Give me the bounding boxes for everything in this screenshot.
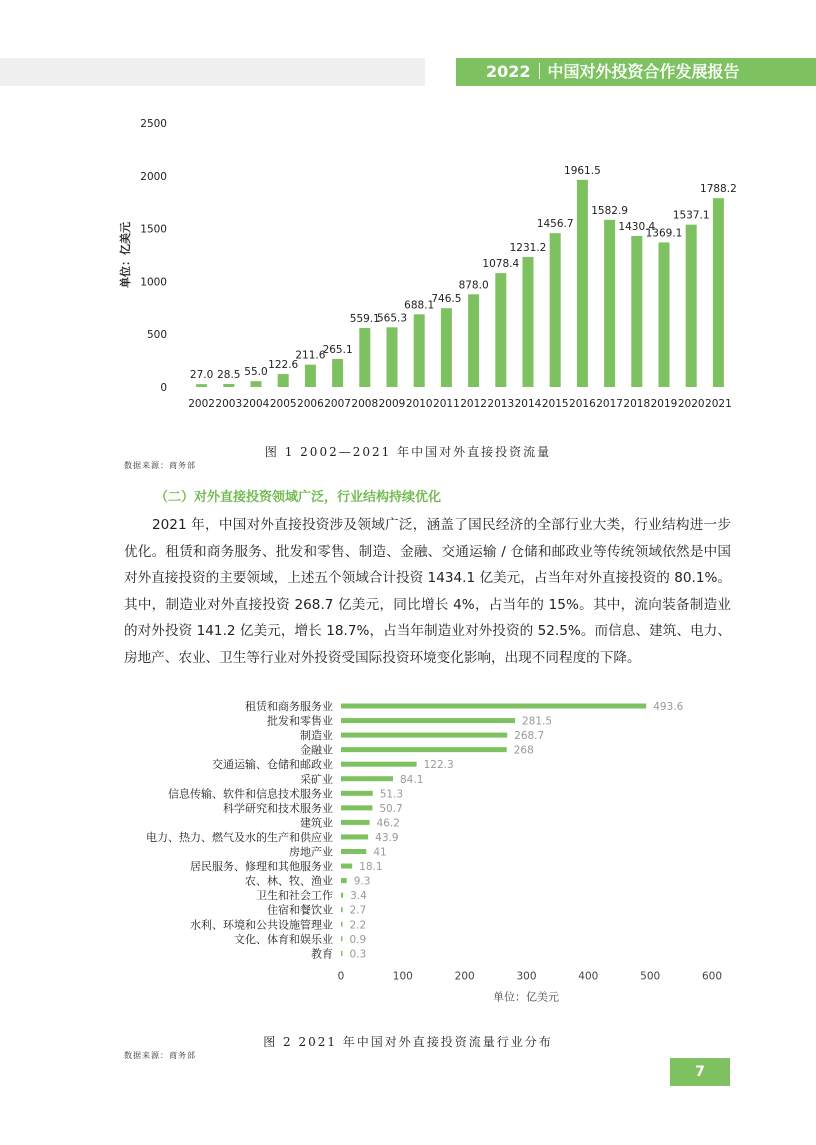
y-tick-label: 2000 xyxy=(140,170,167,183)
category-label: 租赁和商务服务业 xyxy=(245,700,333,713)
category-label: 电力、热力、燃气及水的生产和供应业 xyxy=(146,830,333,844)
y-tick-label: 0 xyxy=(160,382,167,394)
bar-2012 xyxy=(468,294,479,387)
bar-金融业 xyxy=(341,747,507,752)
data-label: 3.4 xyxy=(350,890,367,903)
data-label: 265.1 xyxy=(322,344,353,357)
category-label: 建筑业 xyxy=(300,816,333,830)
bar-2005 xyxy=(278,374,289,387)
bar-2017 xyxy=(604,220,615,387)
x-tick-label: 2005 xyxy=(269,398,297,410)
data-label: 565.3 xyxy=(376,312,408,325)
y-tick-label: 1500 xyxy=(140,223,167,236)
x-tick-label: 2006 xyxy=(297,398,324,410)
bar-2018 xyxy=(631,236,642,387)
figure1-source: 数据来源：商务部 xyxy=(124,461,196,470)
category-label: 房地产业 xyxy=(289,845,333,859)
bar-农、林、牧、渔业 xyxy=(341,878,347,883)
data-label: 1582.9 xyxy=(591,204,628,217)
bar-2020 xyxy=(686,225,697,387)
bar-文化、体育和娱乐业 xyxy=(341,936,343,941)
x-tick-label: 2015 xyxy=(541,398,569,410)
bar-采矿业 xyxy=(341,776,393,781)
data-label: 84.1 xyxy=(400,773,424,786)
data-label: 281.5 xyxy=(522,715,553,728)
fdi-flow-bar-chart xyxy=(0,0,816,440)
bar-2015 xyxy=(550,233,561,387)
data-label: 46.2 xyxy=(376,817,400,830)
data-label: 559.1 xyxy=(349,312,380,325)
bar-2019 xyxy=(659,242,670,387)
x-tick-label: 2021 xyxy=(705,398,732,410)
category-label: 制造业 xyxy=(300,729,333,743)
x-tick-label: 2008 xyxy=(351,398,379,410)
data-label: 1537.1 xyxy=(672,209,710,222)
x-tick-label: 200 xyxy=(454,970,475,983)
header-year: 2022 xyxy=(486,62,531,81)
bar-租赁和商务服务业 xyxy=(341,704,646,709)
data-label: 43.9 xyxy=(375,831,399,844)
data-label: 688.1 xyxy=(404,299,435,312)
section-heading: （二）对外直接投资领域广泛，行业结构持续优化 xyxy=(155,490,442,505)
x-tick-label: 2020 xyxy=(677,398,705,410)
x-tick-label: 600 xyxy=(701,970,723,983)
category-label: 信息传输、软件和信息技术服务业 xyxy=(168,787,333,801)
x-tick-label: 100 xyxy=(392,970,413,983)
x-axis-label: 单位：亿美元 xyxy=(493,990,559,1004)
category-label: 水利、环境和公共设施管理业 xyxy=(190,918,333,932)
bar-2010 xyxy=(414,314,425,387)
data-label: 268.7 xyxy=(514,730,545,743)
bar-2008 xyxy=(359,328,370,387)
bar-科学研究和技术服务业 xyxy=(341,805,372,810)
data-label: 2.7 xyxy=(349,904,367,917)
x-tick-label: 0 xyxy=(337,970,345,983)
data-label: 0.3 xyxy=(349,948,367,961)
data-label: 878.0 xyxy=(458,279,489,292)
bar-2011 xyxy=(441,308,452,387)
y-tick-label: 500 xyxy=(146,329,167,342)
x-tick-label: 2007 xyxy=(324,398,351,410)
category-label: 教育 xyxy=(311,947,333,961)
data-label: 268 xyxy=(513,744,534,757)
bar-2016 xyxy=(577,180,588,387)
figure2-caption: 图 2 2021 年中国对外直接投资流量行业分布 xyxy=(263,1035,553,1049)
bar-建筑业 xyxy=(341,820,370,825)
bar-2021 xyxy=(713,198,724,387)
data-label: 18.1 xyxy=(359,861,383,874)
bar-2004 xyxy=(251,381,262,387)
data-label: 1961.5 xyxy=(564,164,601,177)
data-label: 211.6 xyxy=(295,349,326,362)
data-label: 28.5 xyxy=(217,368,241,381)
data-label: 1231.2 xyxy=(509,241,547,254)
x-tick-label: 2003 xyxy=(215,398,243,410)
category-label: 住宿和餐饮业 xyxy=(267,903,333,917)
x-tick-label: 2013 xyxy=(487,398,515,410)
bar-制造业 xyxy=(341,733,507,738)
data-label: 1456.7 xyxy=(536,218,574,231)
bar-2014 xyxy=(523,257,534,387)
x-tick-label: 500 xyxy=(640,970,661,983)
bar-2006 xyxy=(305,365,316,387)
data-label: 122.6 xyxy=(268,359,299,372)
data-label: 51.3 xyxy=(379,788,404,801)
body-paragraph-text: 2021 年，中国对外直接投资涉及领域广泛，涵盖了国民经济的全部行业大类，行业结构进一步优化。租赁和商务服务、批发和零售、制造、金融、交通运输 / 仓储和邮政业等传统领域依然是中国对外直接投资的主要领域，上述五个领域合计投资 1434.1 亿美元，占当年对外直接投资的 80.1%。其中，制造业对外直接投资 268.7 亿美元，同比增长 4%，占当年的 15%。其中，流向装备制造业的对外投资 141.2 亿美元，增长 18.7%，占当年制造业对外投资的 52.5%。而信息、建筑、电力、房地产、农业、卫生等行业对外投资受国际投资环境变化影响，出现不同程度的下降。 xyxy=(124,517,731,666)
data-label: 50.7 xyxy=(379,802,403,815)
bar-住宿和餐饮业 xyxy=(341,907,343,912)
category-label: 居民服务、修理和其他服务业 xyxy=(190,860,333,874)
bar-2002 xyxy=(196,384,207,387)
x-tick-label: 2010 xyxy=(405,398,433,410)
bar-水利、环境和公共设施管理业 xyxy=(341,922,343,927)
bar-卫生和社会工作 xyxy=(341,893,343,898)
category-label: 金融业 xyxy=(300,743,333,757)
bar-交通运输、仓储和邮政业 xyxy=(341,762,417,767)
data-label: 55.0 xyxy=(244,366,268,379)
bar-居民服务、修理和其他服务业 xyxy=(341,864,352,869)
bar-2013 xyxy=(495,273,506,387)
x-tick-label: 2014 xyxy=(514,398,542,410)
data-label: 122.3 xyxy=(423,759,454,772)
x-tick-label: 2009 xyxy=(378,398,406,410)
data-label: 2.2 xyxy=(349,919,367,932)
data-label: 1788.2 xyxy=(700,183,737,196)
figure1-caption: 图 1 2002—2021 年中国对外直接投资流量 xyxy=(264,445,552,459)
category-label: 科学研究和技术服务业 xyxy=(223,801,333,815)
figure2-source: 数据来源：商务部 xyxy=(124,1051,196,1060)
x-tick-label: 2002 xyxy=(188,398,215,410)
category-label: 批发和零售业 xyxy=(267,714,333,728)
x-tick-label: 300 xyxy=(516,970,537,983)
category-label: 采矿业 xyxy=(300,772,333,786)
category-label: 卫生和社会工作 xyxy=(256,889,333,903)
y-axis-label: 单位：亿美元 xyxy=(119,222,132,288)
bar-2009 xyxy=(387,327,398,387)
data-label: 0.9 xyxy=(349,933,367,946)
data-label: 746.5 xyxy=(431,293,462,306)
industry-distribution-bar-chart xyxy=(0,690,816,1010)
data-label: 1369.1 xyxy=(645,227,683,240)
data-label: 41 xyxy=(373,846,387,859)
category-label: 农、林、牧、渔业 xyxy=(245,874,333,888)
data-label: 493.6 xyxy=(653,701,684,713)
data-label: 27.0 xyxy=(189,369,214,382)
data-label: 1430.4 xyxy=(618,220,656,233)
x-tick-label: 2012 xyxy=(460,398,487,410)
bar-房地产业 xyxy=(341,849,366,854)
bar-教育 xyxy=(341,951,343,956)
x-tick-label: 400 xyxy=(578,970,599,983)
body-paragraph xyxy=(124,512,731,671)
x-tick-label: 2004 xyxy=(242,398,270,410)
x-tick-label: 2011 xyxy=(433,398,460,410)
bar-2003 xyxy=(223,384,234,387)
data-label: 9.3 xyxy=(353,875,371,888)
header-title: 中国对外投资合作发展报告 xyxy=(547,62,740,81)
x-tick-label: 2018 xyxy=(623,398,651,410)
category-label: 交通运输、仓储和邮政业 xyxy=(212,758,333,772)
x-tick-label: 2019 xyxy=(650,398,678,410)
y-tick-label: 2500 xyxy=(140,118,167,130)
y-tick-label: 1000 xyxy=(140,276,167,289)
category-label: 文化、体育和娱乐业 xyxy=(234,932,333,946)
x-tick-label: 2017 xyxy=(596,398,623,410)
bar-2007 xyxy=(332,359,343,387)
page-number: 7 xyxy=(670,1058,730,1086)
bar-电力、热力、燃气及水的生产和供应业 xyxy=(341,834,368,839)
data-label: 1078.4 xyxy=(482,258,520,271)
bar-批发和零售业 xyxy=(341,718,515,723)
x-tick-label: 2016 xyxy=(569,398,596,410)
bar-信息传输、软件和信息技术服务业 xyxy=(341,791,373,796)
